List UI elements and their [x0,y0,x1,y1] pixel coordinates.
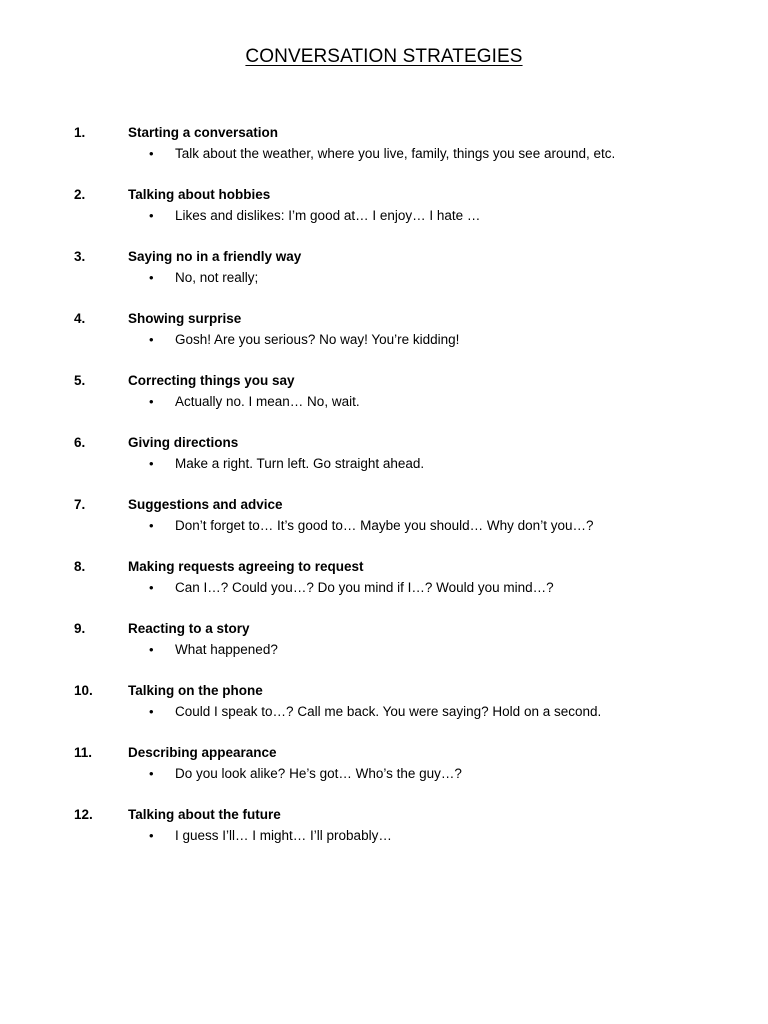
item-heading: Suggestions and advice [128,497,283,512]
item-heading: Making requests agreeing to request [128,559,364,574]
strategy-list [0,124,768,868]
list-item [0,558,768,620]
item-detail: Gosh! Are you serious? No way! You’re kidding! [175,332,460,347]
item-detail: I guess I’ll… I might… I’ll probably… [175,828,392,843]
item-number: 4. [74,311,86,326]
item-number: 6. [74,435,86,450]
item-number: 10. [74,683,93,698]
item-detail: Make a right. Turn left. Go straight ahead. [175,456,425,471]
list-item [0,620,768,682]
item-heading: Starting a conversation [128,125,279,140]
item-heading: Showing surprise [128,311,242,326]
item-number: 3. [74,249,86,264]
item-detail: Talk about the weather, where you live, family, things you see around, etc. [175,146,616,161]
item-number: 11. [74,745,93,760]
item-detail: No, not really; [175,270,259,285]
bullet-icon: • [149,394,154,409]
list-item [0,496,768,558]
list-item [0,186,768,248]
list-item [0,806,768,868]
item-number: 5. [74,373,86,388]
item-detail: What happened? [175,642,278,657]
item-heading: Saying no in a friendly way [128,249,302,264]
bullet-icon: • [149,146,154,161]
bullet-icon: • [149,332,154,347]
item-number: 8. [74,559,86,574]
item-heading: Talking on the phone [128,683,263,698]
item-number: 2. [74,187,86,202]
list-item [0,372,768,434]
item-detail: Likes and dislikes: I’m good at… I enjoy… I hate … [175,208,481,223]
item-heading: Describing appearance [128,745,277,760]
list-item [0,310,768,372]
bullet-icon: • [149,456,154,471]
item-heading: Talking about the future [128,807,281,822]
bullet-icon: • [149,518,154,533]
item-detail: Could I speak to…? Call me back. You were saying? Hold on a second. [175,704,602,719]
list-item [0,124,768,186]
item-detail: Actually no. I mean… No, wait. [175,394,360,409]
item-detail: Can I…? Could you…? Do you mind if I…? Would you mind…? [175,580,554,595]
item-heading: Giving directions [128,435,239,450]
bullet-icon: • [149,208,154,223]
item-detail: Do you look alike? He’s got… Who’s the guy…? [175,766,462,781]
list-item [0,248,768,310]
bullet-icon: • [149,642,154,657]
list-item [0,744,768,806]
item-number: 7. [74,497,86,512]
bullet-icon: • [149,704,154,719]
item-number: 1. [74,125,86,140]
list-item [0,682,768,744]
item-detail: Don’t forget to… It’s good to… Maybe you should… Why don’t you…? [175,518,594,533]
bullet-icon: • [149,828,154,843]
bullet-icon: • [149,766,154,781]
item-heading: Talking about hobbies [128,187,271,202]
item-heading: Reacting to a story [128,621,250,636]
item-heading: Correcting things you say [128,373,295,388]
list-item [0,434,768,496]
item-number: 9. [74,621,86,636]
bullet-icon: • [149,270,154,285]
item-number: 12. [74,807,93,822]
bullet-icon: • [149,580,154,595]
page-title: CONVERSATION STRATEGIES [245,46,523,67]
